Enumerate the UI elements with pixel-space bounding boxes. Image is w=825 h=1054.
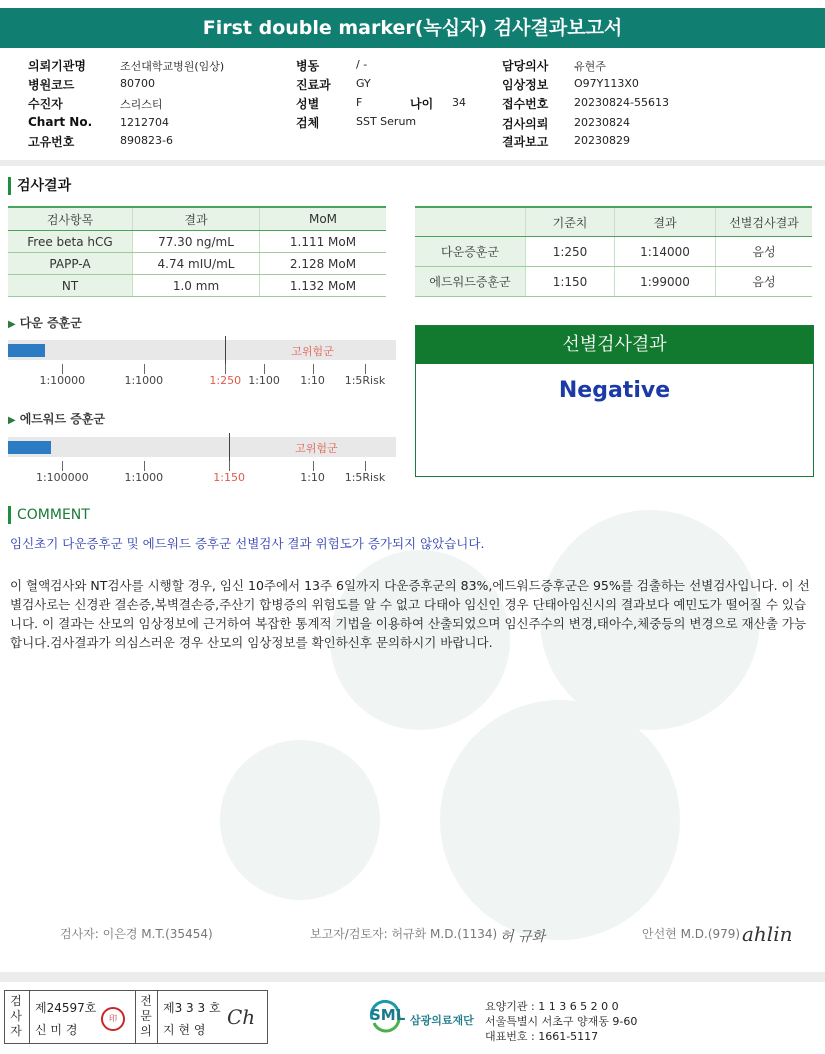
down-tick-label: 1:1000	[124, 374, 164, 387]
table-header: 기준치	[526, 207, 615, 237]
info-label: 수진자	[28, 97, 63, 111]
table-cell: Free beta hCG	[8, 231, 133, 253]
screening-result-value: Negative	[558, 378, 671, 403]
table-header: 결과	[615, 207, 716, 237]
edwards-tick-mark	[313, 461, 314, 471]
table-cell: 1.132 MoM	[260, 275, 387, 297]
org-name: 삼광의료재단	[410, 1014, 474, 1027]
section-divider	[0, 160, 825, 166]
info-label: 결과보고	[502, 135, 549, 149]
table-cell: 에드워드증훈군	[415, 267, 526, 297]
down-tick-label: 1:10000	[39, 374, 86, 387]
table-cell: 77.30 ng/mL	[133, 231, 260, 253]
edwards-chart-label: 에드워드 증훈군	[19, 412, 106, 426]
specialist-vertical-label: 전 문 의	[140, 994, 152, 1038]
table-header: 검사항목	[8, 207, 133, 231]
down-tick-mark	[264, 364, 265, 374]
info-value: O97Y113X0	[574, 77, 639, 90]
comment-heading: COMMENT	[8, 506, 90, 524]
table-cell: 1:150	[526, 267, 615, 297]
table-cell: 음성	[716, 267, 813, 297]
down-tick-mark	[144, 364, 145, 374]
info-label: 검사의뢰	[502, 117, 549, 131]
edwards-tick-mark	[62, 461, 63, 471]
reviewer-signature: 안선현 M.D.(979)	[642, 927, 741, 941]
table-header: 선별검사결과	[716, 207, 813, 237]
info-value: 20230824-55613	[574, 96, 669, 109]
info-label: Chart No.	[28, 115, 93, 129]
info-label: 진료과	[296, 78, 331, 92]
info-value: 20230824	[574, 116, 630, 129]
table-row	[415, 237, 812, 267]
divider-line	[29, 991, 30, 1043]
info-value: F	[356, 96, 363, 109]
table-header	[415, 207, 526, 237]
edwards-tick-label: 1:5Risk	[344, 471, 386, 484]
down-cutoff-marker	[225, 336, 226, 364]
divider-line	[135, 991, 136, 1043]
table-header: 결과	[133, 207, 260, 231]
down-tick-mark	[62, 364, 63, 374]
down-tick-label: 1:10	[300, 374, 325, 387]
edwards-tick-label: 1:1000	[124, 471, 164, 484]
footer-divider	[0, 972, 825, 982]
table-cell: NT	[8, 275, 133, 297]
sml-logo-text: SML	[370, 1006, 406, 1024]
info-value: / -	[356, 58, 368, 71]
info-label: 담당의사	[502, 59, 549, 73]
info-value: GY	[356, 77, 371, 90]
table-cell: 음성	[716, 237, 813, 267]
triangle-right-icon: ▶	[8, 319, 16, 330]
screening-result-box	[415, 325, 814, 477]
edwards-tick-mark	[365, 461, 366, 471]
down-high-risk-label: 고위험군	[291, 345, 334, 358]
red-seal-stamp: 印	[101, 1007, 125, 1031]
org-phone: 대표번호 : 1661-5117	[485, 1030, 599, 1043]
specialist-signature-mark: Ch	[227, 1005, 256, 1029]
tester-license-no: 제24597호	[35, 1001, 97, 1015]
down-tick-label: 1:250	[209, 374, 242, 387]
org-address: 서울특별시 서초구 양재동 9-60	[485, 1015, 638, 1028]
down-risk-bar	[8, 340, 396, 360]
table-cell: PAPP-A	[8, 253, 133, 275]
table-cell: 1:99000	[615, 267, 716, 297]
edwards-cutoff-marker	[229, 433, 230, 461]
screening-result-title: 선별검사결과	[416, 326, 813, 364]
edwards-risk-fill	[8, 441, 51, 454]
down-tick-mark	[225, 364, 226, 374]
age-value: 34	[452, 96, 466, 109]
tester-name: 신 미 경	[35, 1023, 78, 1037]
info-label: 임상정보	[502, 78, 549, 92]
table-cell: 1:14000	[615, 237, 716, 267]
table-cell: 다운증훈군	[415, 237, 526, 267]
specialist-name: 지 현 영	[163, 1023, 206, 1037]
info-value: 스리스티	[120, 98, 163, 111]
table-cell: 4.74 mIU/mL	[133, 253, 260, 275]
info-value: 20230829	[574, 134, 630, 147]
info-value: 80700	[120, 77, 155, 90]
info-label: 병동	[296, 59, 320, 73]
table-row	[8, 231, 386, 253]
down-tick-mark	[313, 364, 314, 374]
edwards-high-risk-label: 고위험군	[295, 442, 338, 455]
info-value: 유현주	[574, 60, 606, 73]
down-chart-title	[8, 314, 82, 331]
info-label: 병원코드	[28, 78, 75, 92]
edwards-chart-title	[8, 410, 105, 427]
certification-box	[4, 990, 268, 1044]
specialist-license-no: 제3 3 3 호	[163, 1001, 221, 1015]
down-chart-label: 다운 증훈군	[19, 316, 82, 330]
edwards-tick-label: 1:150	[213, 471, 246, 484]
down-risk-fill	[8, 344, 45, 357]
reviewer-handwritten-signature: ahlin	[742, 922, 793, 946]
table-cell: 2.128 MoM	[260, 253, 387, 275]
down-tick-mark	[365, 364, 366, 374]
info-value: 1212704	[120, 116, 169, 129]
reporter-handwritten-signature: 허 규화	[500, 929, 546, 945]
info-label: 의뢰기관명	[28, 59, 86, 73]
age-label: 나이	[410, 97, 434, 111]
reporter-signature: 보고자/검토자: 허규화 M.D.(1134)	[310, 927, 498, 941]
triangle-right-icon: ▶	[8, 415, 16, 426]
edwards-tick-mark	[229, 461, 230, 471]
down-tick-label: 1:100	[248, 374, 280, 387]
edwards-risk-bar	[8, 437, 396, 457]
comment-summary: 임신초기 다운증후군 및 에드워드 증후군 선별검사 결과 위험도가 증가되지 않았습니다.	[10, 536, 485, 551]
table-cell: 1:250	[526, 237, 615, 267]
comment-body: 이 혈액검사와 NT검사를 시행할 경우, 임신 10주에서 13주 6일까지 다운증후군의 83%,에드워드증후군은 95%를 검출하는 선별검사입니다. 이 선별검사로는 신경관 결손증,복벽결손증,주산기 합병증의 위험도를 알 수 없고 다태아 임신인 경우 단태아임신시의 결과보다 예민도가 떨어질 수 있습니다. 이 결과는 산모의 임상정보에 근거하여 복잡한 통계적 기법을 이용하여 산출되었으며 임신주수의 변경,태아수,체중등의 변경으로 재산출 가능합니다.검사결과가 의심스러운 경우 산모의 임상정보를 확인하신후 문의하시기 바랍니다.	[10, 578, 810, 650]
table-row	[8, 253, 386, 275]
divider-line	[157, 991, 158, 1043]
info-label: 고유번호	[28, 135, 75, 149]
results-heading: 검사결과	[8, 177, 71, 195]
tester-vertical-label: 검 사 자	[10, 994, 22, 1038]
info-value: 890823-6	[120, 134, 173, 147]
risk-table	[415, 206, 812, 297]
table-row	[415, 267, 812, 297]
down-tick-label: 1:5Risk	[344, 374, 386, 387]
edwards-tick-mark	[144, 461, 145, 471]
edwards-tick-label: 1:10	[300, 471, 325, 484]
marker-table	[8, 206, 386, 297]
table-cell: 1.0 mm	[133, 275, 260, 297]
table-cell: 1.111 MoM	[260, 231, 387, 253]
table-header: MoM	[260, 207, 387, 231]
info-value: 조선대학교병원(임상)	[120, 60, 225, 73]
info-label: 성별	[296, 97, 320, 111]
edwards-tick-label: 1:100000	[35, 471, 89, 484]
org-code: 요양기관 : 1 1 3 6 5 2 0 0	[485, 1000, 619, 1013]
table-row	[8, 275, 386, 297]
info-value: SST Serum	[356, 115, 417, 128]
info-label: 검체	[296, 116, 320, 130]
info-label: 접수번호	[502, 97, 549, 111]
tester-signature: 검사자: 이은경 M.T.(35454)	[60, 927, 213, 941]
report-title: First double marker(녹십자) 검사결과보고서	[0, 8, 825, 48]
